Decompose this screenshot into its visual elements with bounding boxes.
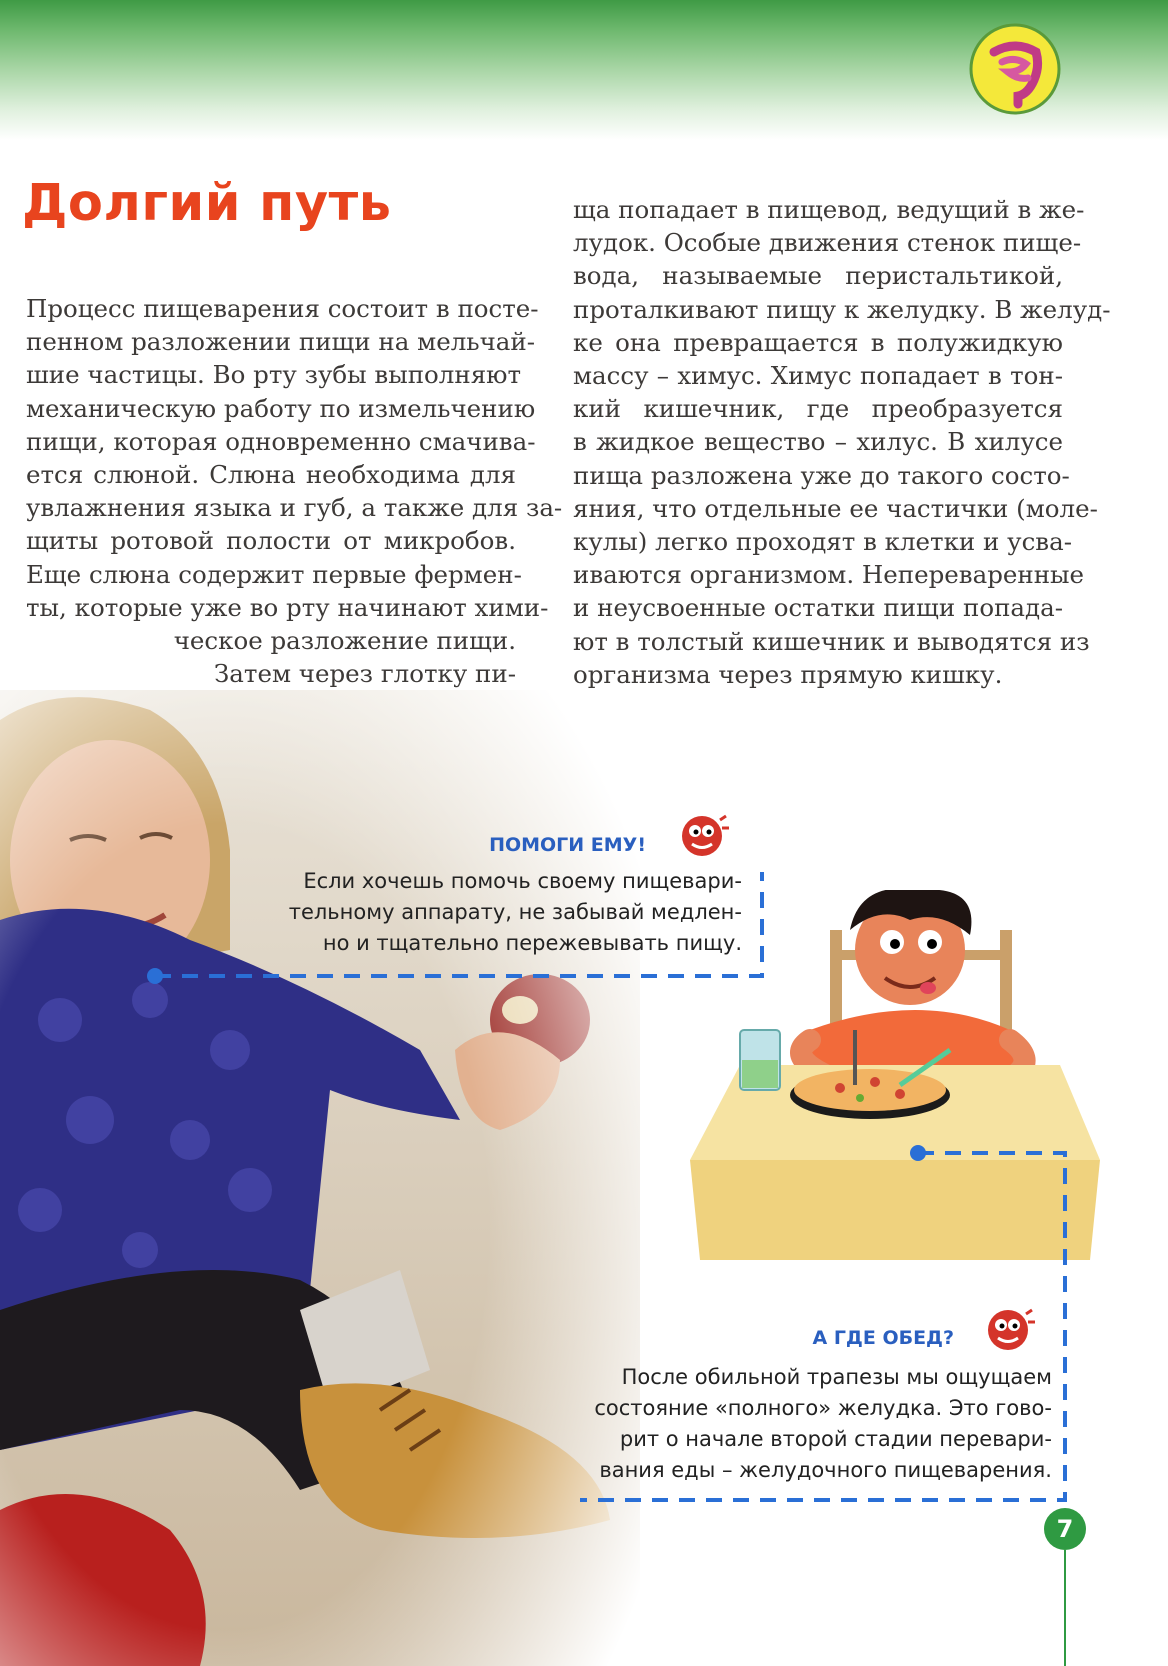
text-line: щиты ротовой полости от микробов. bbox=[26, 526, 516, 556]
page-number-line bbox=[1064, 1550, 1066, 1666]
text-line: организма через прямую кишку. bbox=[573, 659, 1003, 689]
text-line: иваются организмом. Непереваренные bbox=[573, 560, 1085, 590]
text-line: ща попадает в пищевод, ведущий в же- bbox=[573, 195, 1085, 224]
text-line: кий кишечник, где преобразуется bbox=[573, 394, 1063, 424]
text-line: ческое разложение пищи. bbox=[173, 626, 516, 656]
text-line: в жидкое вещество – хилус. В хилусе bbox=[573, 427, 1063, 457]
stomach-mascot-icon bbox=[674, 806, 730, 862]
page-number: 7 bbox=[1044, 1508, 1086, 1550]
text-line: механическую работу по измельчению bbox=[26, 393, 536, 423]
text-line: пенном разложении пищи на мельчай- bbox=[26, 327, 536, 357]
text-line: кулы) легко проходят в клетки и усва- bbox=[573, 527, 1072, 557]
article-column-left bbox=[26, 292, 563, 690]
text-line: шие частицы. Во рту зубы выполняют bbox=[26, 360, 522, 390]
text-line: проталкивают пищу к желудку. В желуд- bbox=[573, 294, 1111, 324]
box-help-heading: ПОМОГИ ЕМУ! bbox=[489, 834, 646, 856]
text-line: Процесс пищеварения состоит в посте- bbox=[26, 294, 539, 323]
text-line: увлажнения языка и губ, а также для за- bbox=[26, 493, 563, 523]
box-lunch-text bbox=[540, 1362, 1052, 1486]
text-line: рит о начале второй стадии перевари- bbox=[619, 1427, 1052, 1451]
text-line: Еще слюна содержит первые фермен- bbox=[26, 559, 522, 589]
article-column-right bbox=[573, 193, 1111, 691]
text-line: тельному аппарату, не забывай медлен- bbox=[288, 900, 742, 924]
text-line: ется слюной. Слюна необходима для bbox=[26, 460, 516, 490]
text-line: ты, которые уже во рту начинают хими- bbox=[26, 592, 549, 622]
text-line: Затем через глотку пи- bbox=[214, 659, 516, 689]
text-line: После обильной трапезы мы ощущаем bbox=[621, 1365, 1052, 1389]
text-line: ке она превращается в полужидкую bbox=[573, 327, 1063, 357]
page-title: Долгий путь bbox=[22, 174, 392, 233]
text-line: пищи, которая одновременно смачива- bbox=[26, 426, 536, 456]
stomach-mascot-icon bbox=[980, 1300, 1036, 1356]
box-help-text bbox=[240, 866, 742, 959]
text-line: ют в толстый кишечник и выводятся из bbox=[573, 626, 1090, 656]
text-line: вода, называемые перистальтикой, bbox=[573, 261, 1063, 291]
text-line: но и тщательно пережевывать пищу. bbox=[322, 931, 742, 955]
text-line: Если хочешь помочь своему пищевари- bbox=[303, 869, 742, 893]
text-line: вания еды – желудочного пищеварения. bbox=[599, 1458, 1052, 1482]
text-line: пища разложена уже до такого состо- bbox=[573, 460, 1070, 490]
text-line: яния, что отдельные ее частички (моле- bbox=[573, 493, 1098, 523]
text-line: лудок. Особые движения стенок пище- bbox=[573, 228, 1082, 258]
box-lunch-heading: А ГДЕ ОБЕД? bbox=[812, 1327, 954, 1349]
text-line: массу – химус. Химус попадает в тон- bbox=[573, 361, 1063, 391]
text-line: состояние «полного» желудка. Это гово- bbox=[594, 1396, 1052, 1420]
intestine-icon bbox=[968, 22, 1062, 116]
text-line: и неусвоенные остатки пищи попада- bbox=[573, 593, 1063, 623]
